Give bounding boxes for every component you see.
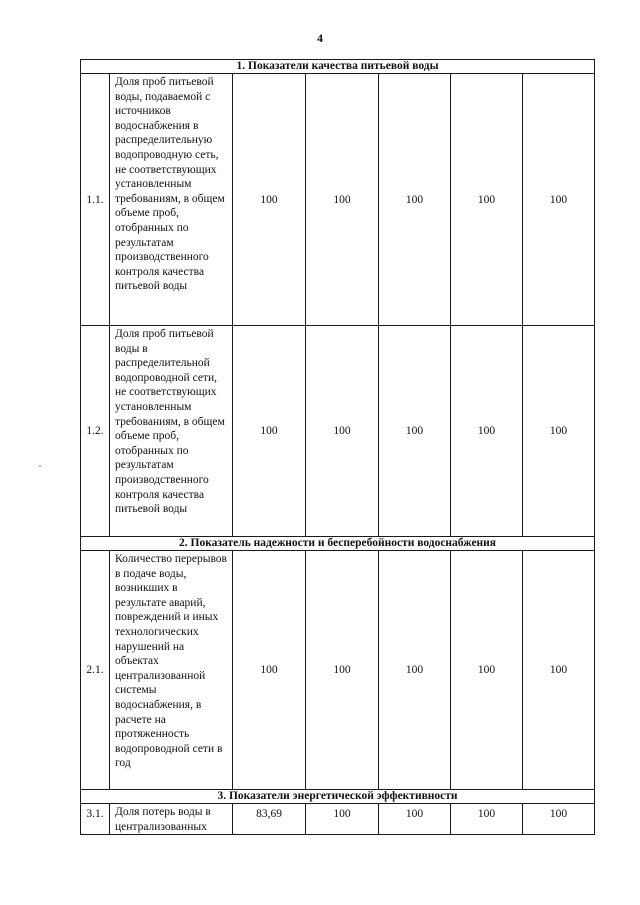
value-cell: 100 bbox=[523, 804, 595, 835]
row-description: Доля потерь воды в централизованных bbox=[110, 804, 233, 835]
value-cell: 100 bbox=[306, 551, 379, 790]
value-cell: 100 bbox=[451, 326, 523, 537]
value-cell: 100 bbox=[233, 551, 306, 790]
section-header-row bbox=[81, 537, 595, 551]
value-cell: 100 bbox=[306, 804, 379, 835]
value-cell: 100 bbox=[233, 74, 306, 326]
section-title: 2. Показатель надежности и бесперебойности водоснабжения bbox=[81, 537, 595, 551]
value-cell: 100 bbox=[306, 326, 379, 537]
value-cell: 100 bbox=[379, 74, 451, 326]
value-cell: 100 bbox=[523, 326, 595, 537]
row-description: Доля проб питьевой воды в распределительной водопроводной сети, не соответствующих установленным требованиям, в общем объеме проб, отобранных по результатам производственного контроля качества питьевой воды bbox=[110, 326, 233, 537]
row-number: 3.1. bbox=[81, 804, 110, 835]
table-row bbox=[81, 551, 595, 790]
value-cell: 100 bbox=[451, 804, 523, 835]
row-description: Количество перерывов в подаче воды, возникших в результате аварий, повреждений и иных технологических нарушений на объектах централизованной системы водоснабжения, в расчете на протяженность водопроводной сети в год bbox=[110, 551, 233, 790]
value-cell: 100 bbox=[523, 551, 595, 790]
section-title: 3. Показатели энергетической эффективности bbox=[81, 790, 595, 804]
value-cell: 100 bbox=[379, 326, 451, 537]
value-cell: 100 bbox=[379, 804, 451, 835]
value-cell: 100 bbox=[451, 551, 523, 790]
row-number: 1.1. bbox=[81, 74, 110, 326]
table-row bbox=[81, 326, 595, 537]
section-title: 1. Показатели качества питьевой воды bbox=[81, 60, 595, 74]
value-cell: 100 bbox=[306, 74, 379, 326]
value-cell: 100 bbox=[523, 74, 595, 326]
value-cell: 100 bbox=[233, 326, 306, 537]
table-row bbox=[81, 804, 595, 835]
scan-speck bbox=[39, 465, 41, 467]
row-number: 2.1. bbox=[81, 551, 110, 790]
page-number: 4 bbox=[317, 31, 323, 45]
row-number: 1.2. bbox=[81, 326, 110, 537]
indicators-table bbox=[80, 59, 595, 835]
value-cell: 100 bbox=[451, 74, 523, 326]
section-header-row bbox=[81, 790, 595, 804]
section-header-row bbox=[81, 60, 595, 74]
row-description: Доля проб питьевой воды, подаваемой с источников водоснабжения в распределительную водопроводную сеть, не соответствующих установленным требованиям, в общем объеме проб, отобранных по результатам производственного контроля качества питьевой воды bbox=[110, 74, 233, 326]
value-cell: 100 bbox=[379, 551, 451, 790]
table-row bbox=[81, 74, 595, 326]
value-cell: 83,69 bbox=[233, 804, 306, 835]
